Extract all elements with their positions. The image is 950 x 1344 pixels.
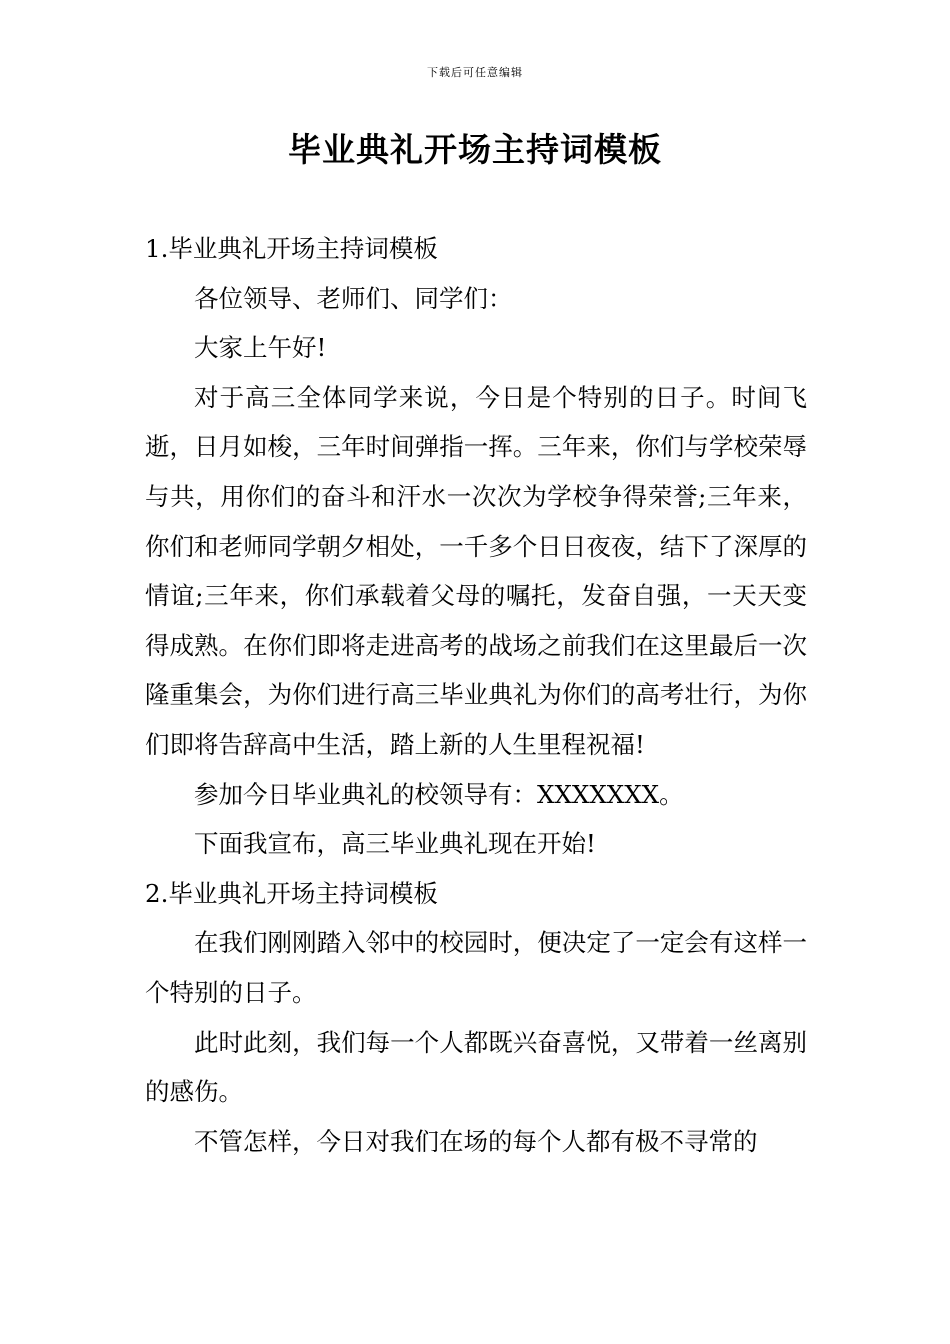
section-heading-1: 1.毕业典礼开场主持词模板 (145, 234, 438, 263)
paragraph-campus: 在我们刚刚踏入邻中的校园时，便决定了一定会有这样一个特别的日子。 (145, 928, 807, 1007)
document-title: 毕业典礼开场主持词模板 (288, 130, 662, 169)
paragraph-greeting: 大家上午好! (194, 333, 327, 363)
paragraph-salutation: 各位领导、老师们、同学们： (194, 283, 513, 313)
paragraph-closing: 不管怎样，今日对我们在场的每个人都有极不寻常的 (194, 1126, 758, 1156)
paragraph-emotion: 此时此刻，我们每一个人都既兴奋喜悦，又带着一丝离别的感伤。 (145, 1027, 807, 1107)
paragraph-main: 对于高三全体同学来说，今日是个特别的日子。时间飞逝，日月如梭，三年时间弹指一挥。三年来，你们与学校荣辱与共，用你们的奋斗和汗水一次次为学校争得荣誉;三年来，你们和老师同学朝夕相处，一千多个日日夜夜，结下了深厚的情谊;三年来，你们承载着父母的嘱托，发奋自强，一天天变得成熟。在你们即将走进高考的战场之前我们在这里最后一次隆重集会，为你们进行高三毕业典礼为你们的高考壮行，为你们即将告辞高中生活，踏上新的人生里程祝福! (145, 382, 807, 759)
section-heading-2: 2.毕业典礼开场主持词模板 (145, 878, 438, 908)
header-note: 下载后可任意编辑 (427, 66, 523, 79)
paragraph-announcement: 下面我宣布，高三毕业典礼现在开始! (194, 829, 596, 859)
paragraph-leaders: 参加今日毕业典礼的校领导有：XXXXXXX。 (194, 779, 684, 809)
document-body (145, 224, 807, 1166)
